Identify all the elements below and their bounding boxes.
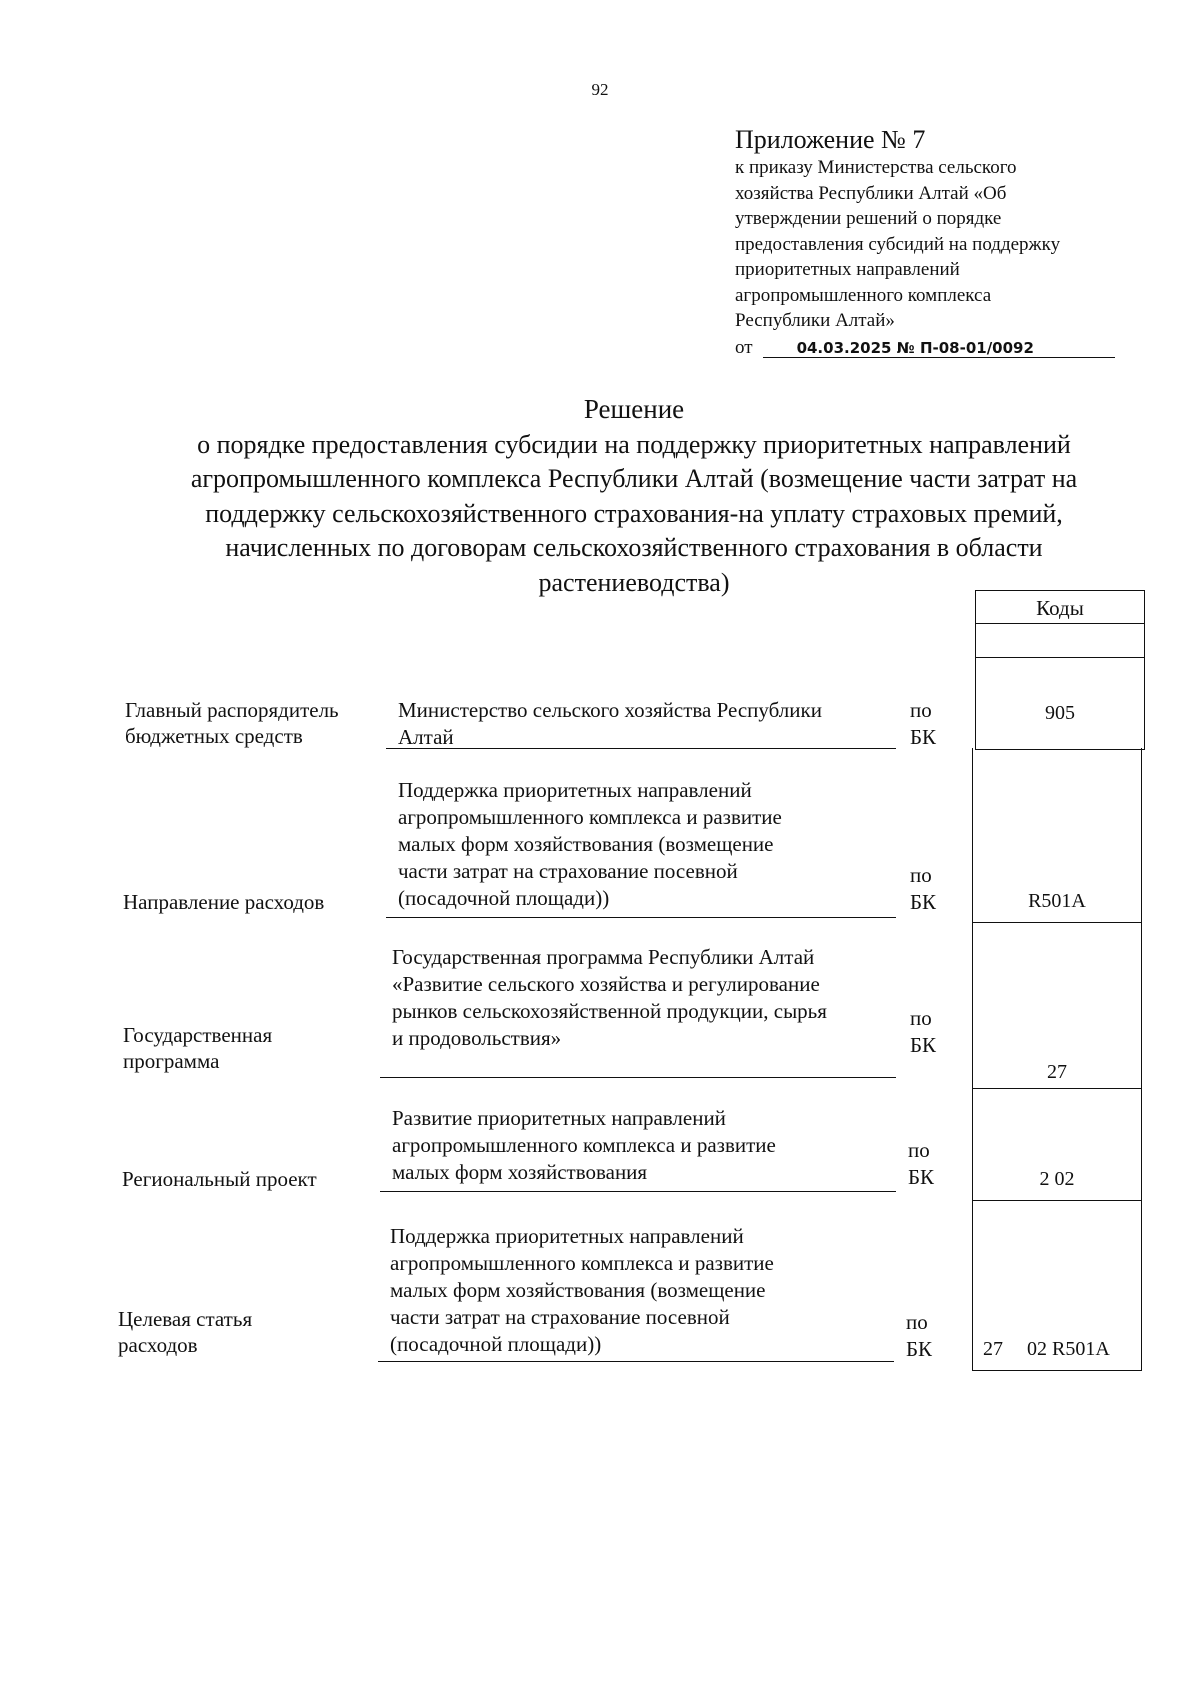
annex-line: Республики Алтай»: [735, 310, 895, 331]
codes-header: Коды: [1036, 596, 1084, 620]
code-value-program: 27: [1047, 1061, 1067, 1083]
row-desc-line: малых форм хозяйствования (возмещение: [390, 1278, 766, 1302]
row-desc-line: (посадочной площади)): [390, 1332, 602, 1356]
code-value-target-part2: 02 R501A: [1027, 1338, 1110, 1360]
row-underline: [386, 748, 896, 749]
row-label-line: Главный распорядитель: [125, 698, 339, 722]
po-bk-label: [910, 697, 936, 751]
bk-label: БК: [908, 1165, 935, 1189]
row-desc-line: Государственная программа Республики Алтай: [392, 945, 815, 969]
row-underline: [380, 1077, 896, 1078]
row-desc-line: «Развитие сельского хозяйства и регулирование: [392, 972, 820, 996]
row-label-line: программа: [123, 1049, 220, 1073]
row-underline: [380, 1191, 896, 1192]
row-desc-line: малых форм хозяйствования (возмещение: [398, 832, 774, 856]
bk-label: БК: [906, 1337, 933, 1361]
annex-line: предоставления субсидий на поддержку: [735, 233, 1061, 255]
annex-header: [735, 125, 1135, 360]
po-bk-label: [910, 1005, 936, 1059]
date-prefix: от: [735, 336, 753, 358]
subtitle-line: растениеводства): [538, 567, 730, 597]
codes-cell-gr: [976, 657, 1144, 748]
row-desc-line: малых форм хозяйствования: [392, 1160, 648, 1184]
row-desc-chief-administrator: [398, 697, 918, 751]
order-date-row: [735, 335, 1135, 360]
row-label-expense-direction: [123, 889, 383, 915]
row-desc-line: агропромышленного комплекса и развитие: [390, 1251, 774, 1275]
row-label-line: Государственная: [123, 1023, 273, 1047]
po-bk-label: [908, 1137, 934, 1191]
row-desc-line: агропромышленного комплекса и развитие: [398, 805, 782, 829]
code-divider: [973, 1088, 1141, 1089]
row-desc-line: Развитие приоритетных направлений: [392, 1106, 726, 1130]
order-date-number: 04.03.2025 № П-08-01/0092: [763, 339, 1115, 358]
row-desc-regional-project: [392, 1105, 922, 1186]
page-number: 92: [591, 80, 609, 99]
bk-label: БК: [910, 725, 937, 749]
codes-table-top: [975, 590, 1145, 750]
bk-label: БК: [910, 890, 937, 914]
decision-subtitle: [0, 428, 1200, 600]
row-label-state-program: [123, 1022, 383, 1074]
po-bk-label: [910, 862, 936, 916]
code-value-direction: R501A: [1028, 890, 1086, 912]
annex-line: приоритетных направлений: [735, 259, 960, 280]
row-desc-target-item: [390, 1223, 920, 1358]
annex-line: утверждении решений о порядке: [735, 208, 1002, 229]
subtitle-line: поддержку сельскохозяйственного страхования-на уплату страховых премий,: [205, 498, 1063, 528]
code-value-target-part1: 27: [983, 1338, 1003, 1360]
code-value: 905: [1045, 702, 1075, 724]
row-desc-line: рынков сельскохозяйственной продукции, сырья: [392, 999, 827, 1023]
row-label-line: расходов: [118, 1333, 198, 1357]
po-label: по: [910, 698, 932, 722]
row-underline: [386, 917, 896, 918]
po-label: по: [910, 1006, 932, 1030]
row-desc-line: (посадочной площади)): [398, 886, 610, 910]
subtitle-line: начисленных по договорам сельскохозяйственного страхования в области: [225, 533, 1043, 563]
row-underline: [378, 1361, 894, 1362]
row-label-line: Направление расходов: [123, 890, 325, 914]
row-label-line: Целевая статья: [118, 1307, 253, 1331]
code-divider: [973, 1200, 1141, 1201]
subtitle-line: о порядке предоставления субсидии на поддержку приоритетных направлений: [197, 430, 1071, 459]
row-desc-line: части затрат на страхование посевной: [398, 859, 738, 883]
annex-reference: [735, 155, 1135, 334]
annex-line: агропромышленного комплекса: [735, 284, 992, 306]
row-desc-line: и продовольствия»: [392, 1026, 562, 1050]
annex-line: к приказу Министерства сельского: [735, 157, 1017, 178]
row-desc-state-program: [392, 944, 922, 1052]
decision-title: Решение: [583, 394, 685, 424]
row-desc-expense-direction: [398, 777, 918, 912]
codes-table-bottom: [972, 748, 1142, 1371]
row-desc-line: агропромышленного комплекса и развитие: [392, 1133, 776, 1157]
row-label-target-item: [118, 1306, 378, 1358]
code-divider: [973, 922, 1141, 923]
row-label-chief-administrator: [125, 697, 385, 749]
po-label: по: [906, 1310, 928, 1334]
row-desc-line: Поддержка приоритетных направлений: [398, 778, 752, 802]
bk-label: БК: [910, 1033, 937, 1057]
annex-line: хозяйства Республики Алтай «Об: [735, 182, 1007, 204]
po-bk-label: [906, 1309, 932, 1363]
row-label-line: Региональный проект: [122, 1167, 317, 1191]
row-desc-line: Министерство сельского хозяйства Республики: [398, 698, 822, 722]
row-label-line: бюджетных средств: [125, 724, 303, 748]
po-label: по: [910, 863, 932, 887]
row-desc-line: Алтай: [398, 725, 454, 749]
subtitle-line: агропромышленного комплекса Республики Алтай (возмещение части затрат на: [190, 464, 1078, 494]
code-value-project: 2 02: [1039, 1168, 1075, 1190]
row-label-regional-project: [122, 1166, 382, 1192]
row-desc-line: Поддержка приоритетных направлений: [390, 1224, 744, 1248]
po-label: по: [908, 1138, 930, 1162]
annex-title: Приложение № 7: [735, 125, 926, 154]
row-desc-line: части затрат на страхование посевной: [390, 1305, 730, 1329]
codes-empty-cell: [976, 623, 1144, 656]
